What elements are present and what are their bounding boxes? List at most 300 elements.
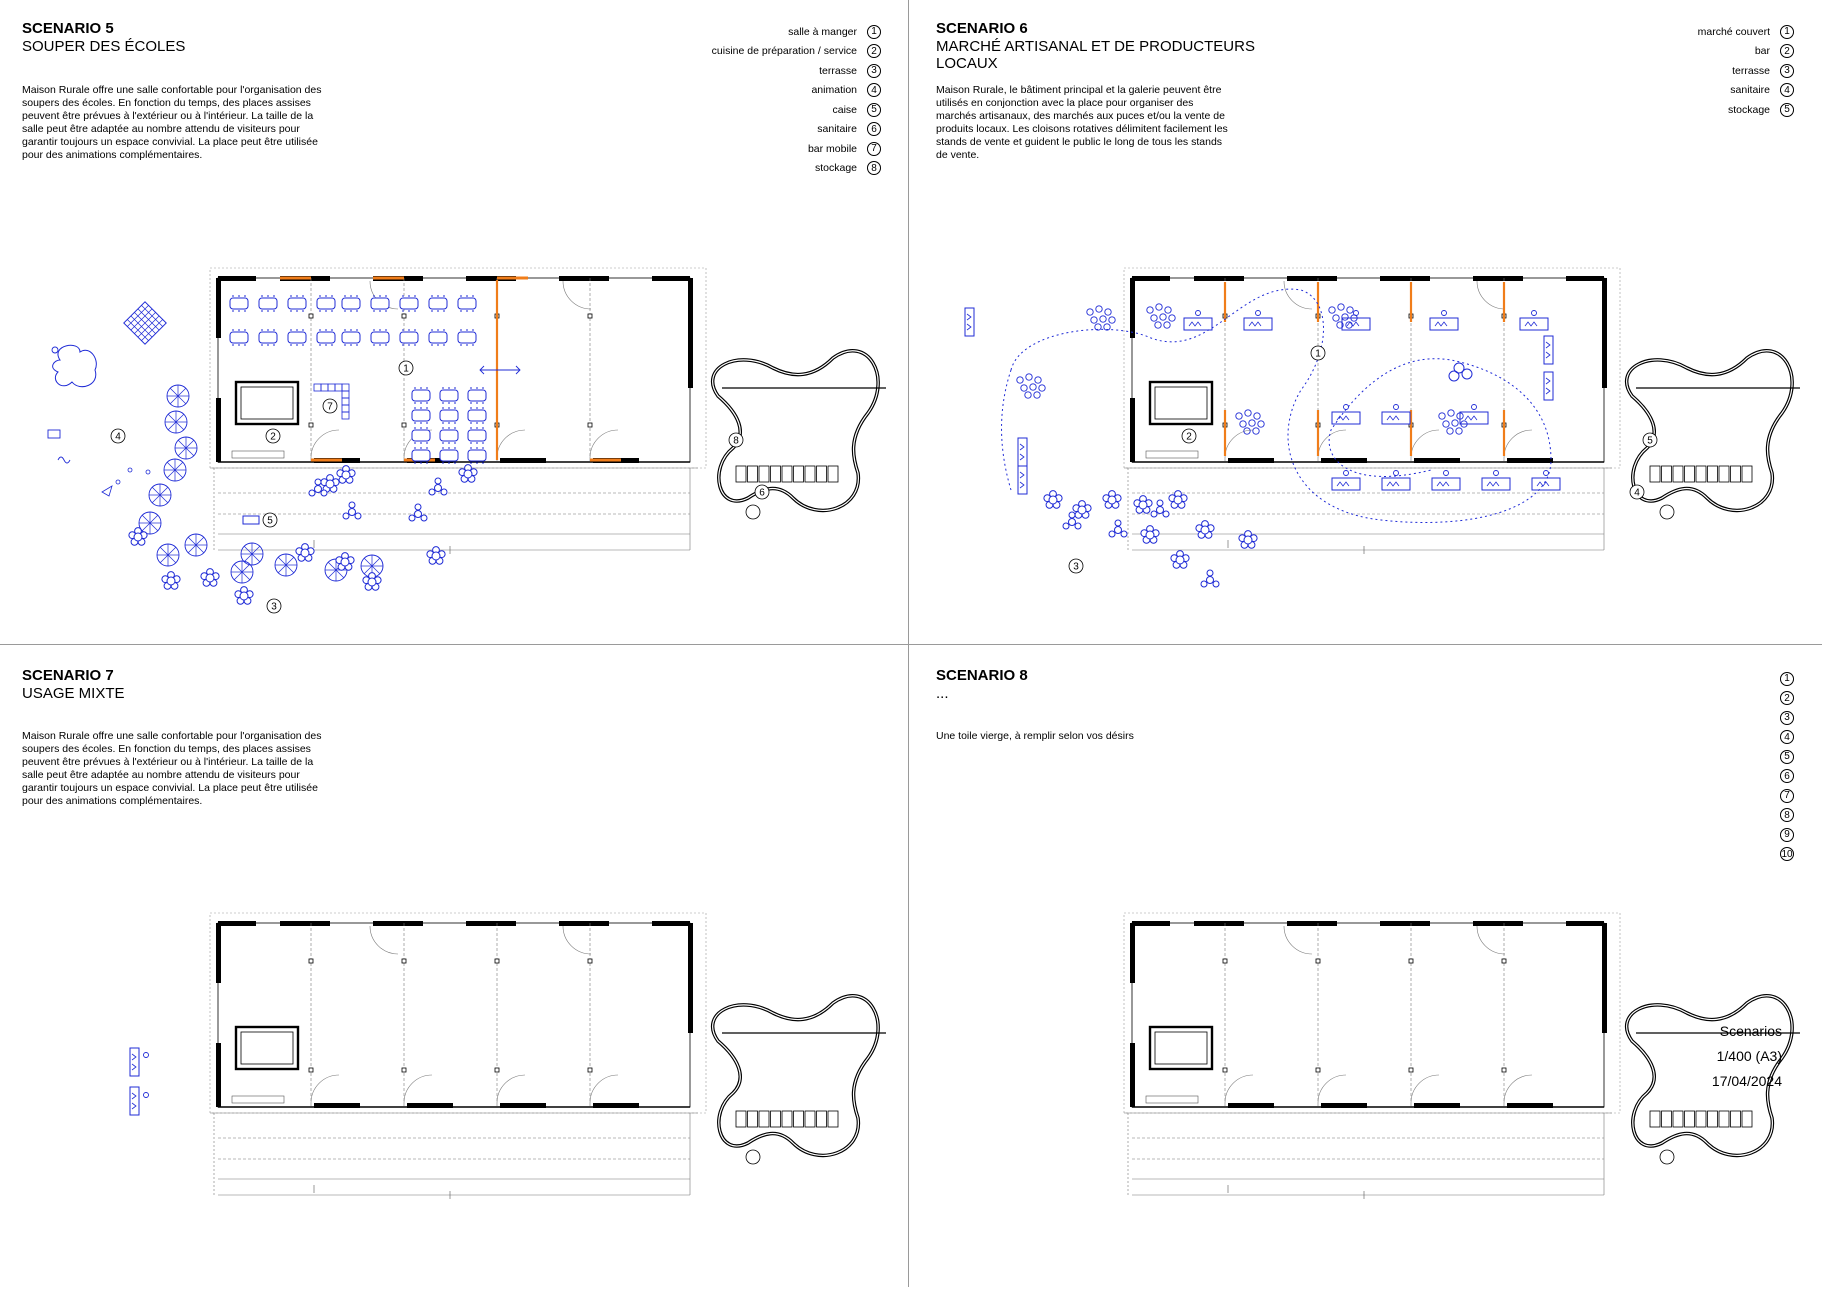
dining-table: [458, 330, 476, 345]
stand-table: [1018, 466, 1027, 494]
parasol-rib: [167, 470, 175, 478]
dining-table: [400, 296, 418, 311]
wall-segment: [1602, 278, 1607, 388]
column: [1223, 1068, 1227, 1072]
wall-segment: [1130, 923, 1135, 983]
storage-cell: [828, 1111, 838, 1127]
storage-cell: [1719, 1111, 1729, 1127]
outdoor-table: [162, 572, 180, 590]
parasol-rib: [178, 440, 186, 448]
annex-outline: [713, 996, 878, 1156]
standing-table: [1087, 309, 1093, 315]
standing-table: [1245, 410, 1251, 416]
play-element: [146, 470, 150, 474]
chair: [1121, 531, 1127, 537]
marker-storage: [729, 433, 743, 447]
bar-module: [321, 384, 328, 391]
door-swing: [1225, 1075, 1253, 1103]
legend-number: 4: [867, 83, 881, 97]
standing-table: [1347, 307, 1353, 313]
parasol: [165, 411, 187, 433]
decor: [1449, 371, 1459, 381]
storage-cell: [782, 1111, 792, 1127]
dining-table: [259, 296, 277, 311]
bar-module: [335, 384, 342, 391]
parasol-rib: [278, 557, 286, 565]
table-top: [400, 332, 418, 343]
standing-table: [1456, 428, 1462, 434]
marker-terrace: [267, 599, 281, 613]
table-top: [440, 450, 458, 461]
table-top: [288, 298, 306, 309]
stand-table: [1430, 318, 1458, 330]
dining-table: [317, 330, 335, 345]
legend-label: animation: [811, 84, 857, 97]
bar-module: [342, 398, 349, 405]
stand-table: [1184, 318, 1212, 330]
column: [309, 423, 313, 427]
scenario-subtitle: USAGE MIXTE: [22, 685, 125, 702]
storage-cell: [759, 1111, 769, 1127]
dining-table: [288, 296, 306, 311]
table-top: [1139, 501, 1147, 509]
legend-number: 7: [1780, 789, 1794, 803]
marker-label: 4: [1634, 487, 1640, 499]
standing-table: [1258, 421, 1264, 427]
legend-number: 1: [1780, 25, 1794, 39]
play-element: [52, 347, 58, 353]
standing-table: [1091, 317, 1097, 323]
market-stand: [1184, 311, 1212, 331]
storage-cell: [736, 466, 746, 482]
market-stand: [965, 308, 974, 336]
parasol-rib: [242, 572, 250, 580]
storage-cell: [771, 1111, 781, 1127]
legend-number: 1: [1780, 672, 1794, 686]
parasol-rib: [328, 562, 336, 570]
marker-market: [1311, 346, 1325, 360]
annex-fixture: [1660, 1150, 1674, 1164]
column: [588, 959, 592, 963]
market-stand: [1244, 311, 1272, 331]
legend-number: 4: [1780, 730, 1794, 744]
table-top: [317, 332, 335, 343]
building-outline-line: [1132, 278, 1604, 462]
dining-table: [288, 330, 306, 345]
table-top: [315, 486, 322, 493]
stand-table: [130, 1087, 139, 1115]
wall-segment: [216, 278, 221, 338]
chair: [441, 489, 447, 495]
column: [495, 959, 499, 963]
dining-table: [371, 330, 389, 345]
marker-kitchen: [266, 429, 280, 443]
scenario-description: Maison Rurale offre une salle confortable pour l'organisation des soupers des écoles. En fonction du temps, des places assises peuvent être prévues à l'extérieur ou à l'intérieur. La taille de la salle peut être adaptée au nombre attendu de visiteurs pour garantir toujours un espace convivial. La place peut être utilisée pour des animations complémentaires.: [22, 730, 322, 807]
scenario-subtitle: ...: [936, 685, 949, 702]
scenario-5-panel: [0, 0, 911, 644]
wall-segment: [216, 398, 221, 462]
dining-table: [342, 296, 360, 311]
marker-label: 1: [1315, 348, 1321, 360]
standing-table: [1147, 307, 1153, 313]
standing-table: [1333, 315, 1339, 321]
table-top: [1174, 496, 1182, 504]
table-top: [326, 480, 334, 488]
dining-table: [317, 296, 335, 311]
parasol-rib: [178, 388, 186, 396]
parasol-rib: [175, 462, 183, 470]
kitchen-block: [241, 387, 293, 419]
parasol-rib: [160, 555, 168, 563]
dining-table: [412, 448, 430, 463]
floor-plan: [0, 645, 911, 1287]
standing-table: [1017, 377, 1023, 383]
marker-bar: [323, 399, 337, 413]
table-top: [317, 298, 335, 309]
column: [309, 1068, 313, 1072]
wall-segment: [559, 921, 609, 926]
building-outline: [210, 268, 886, 554]
column: [495, 1068, 499, 1072]
storage-cell: [1731, 1111, 1741, 1127]
wall-segment: [688, 278, 693, 388]
scenario-subtitle: SOUPER DES ÉCOLES: [22, 38, 186, 55]
parasol-rib: [196, 537, 204, 545]
parasol-rib: [372, 558, 380, 566]
parasol: [185, 534, 207, 556]
column: [309, 959, 313, 963]
table-top: [412, 390, 430, 401]
play-element: [48, 430, 60, 438]
table-top: [1115, 527, 1122, 534]
standing-table: [1338, 304, 1344, 310]
legend-label: marché couvert: [1697, 25, 1770, 38]
table-top: [342, 471, 350, 479]
standing-table: [1240, 421, 1246, 427]
stand-table: [1018, 438, 1027, 466]
legend-label: terrasse: [1732, 64, 1770, 77]
stand-table: [1332, 478, 1360, 490]
wall-segment: [1194, 921, 1244, 926]
parasol-rib: [167, 462, 175, 470]
standing-table: [1030, 384, 1036, 390]
table-top: [415, 511, 422, 518]
standing-table: [1100, 316, 1106, 322]
parasol-rib: [152, 487, 160, 495]
chair: [421, 515, 427, 521]
parasol-rib: [170, 388, 178, 396]
market-stand: [1382, 471, 1410, 491]
stand-table: [1432, 478, 1460, 490]
parasol-rib: [178, 448, 186, 456]
legend-number: 2: [867, 44, 881, 58]
door-swing: [1284, 281, 1312, 309]
wall-segment: [373, 921, 423, 926]
standing-tables: [1087, 306, 1115, 330]
table-top: [435, 485, 442, 492]
standing-table: [1105, 309, 1111, 315]
play-element: [116, 480, 120, 484]
parasol: [241, 543, 263, 565]
parasol-rib: [234, 564, 242, 572]
table-top: [1244, 536, 1252, 544]
standing-table: [1452, 420, 1458, 426]
legend-number: 6: [1780, 769, 1794, 783]
stand-person: [1394, 471, 1399, 476]
storage-cell: [1650, 466, 1660, 482]
bar-module: [342, 391, 349, 398]
chair: [415, 504, 421, 510]
column: [1316, 1068, 1320, 1072]
table-top: [468, 430, 486, 441]
parasol: [175, 437, 197, 459]
stand-person: [1344, 471, 1349, 476]
outdoor-table: [201, 569, 219, 587]
standing-table: [1236, 413, 1242, 419]
table-top: [400, 298, 418, 309]
parasol-rib: [175, 470, 183, 478]
table-top: [342, 298, 360, 309]
storage-cell: [1708, 466, 1718, 482]
storage-cell: [828, 466, 838, 482]
stand-table: [1520, 318, 1548, 330]
dining-table: [468, 448, 486, 463]
dining-table: [412, 388, 430, 403]
storage-cell: [748, 466, 758, 482]
outdoor-table: [1134, 496, 1152, 514]
scenario-8-panel: [911, 645, 1822, 1289]
parasol: [164, 459, 186, 481]
stand-person: [144, 1093, 149, 1098]
dining-table: [371, 296, 389, 311]
door-swing: [563, 926, 591, 954]
storage-cell: [782, 466, 792, 482]
table-top: [230, 332, 248, 343]
stand-table: [1382, 412, 1410, 424]
parasol-rib: [160, 495, 168, 503]
table-top: [206, 574, 214, 582]
table-top: [440, 430, 458, 441]
standing-tables: [1236, 410, 1264, 434]
door-swing: [1284, 926, 1312, 954]
table-top: [1108, 496, 1116, 504]
legend-number: 4: [1780, 83, 1794, 97]
wall-segment: [652, 921, 690, 926]
door-swing: [497, 1075, 525, 1103]
scenario-description: Maison Rurale offre une salle confortable pour l'organisation des soupers des écoles. En fonction du temps, des places assises peuvent être prévues à l'extérieur ou à l'intérieur. La taille de la salle peut être adaptée au nombre attendu de visiteurs pour garantir toujours un espace convivial. La place peut être utilisée pour des animations complémentaires.: [22, 84, 322, 161]
wall-segment: [280, 921, 330, 926]
outdoor-table: [1109, 520, 1127, 537]
annex-fixture: [746, 505, 760, 519]
stand-table: [1544, 372, 1553, 400]
chair: [429, 489, 435, 495]
table-top: [259, 298, 277, 309]
floor-plan: [0, 0, 911, 644]
legend-number: 2: [1780, 691, 1794, 705]
outdoor-table: [1171, 551, 1189, 569]
parasol-rib: [176, 414, 184, 422]
chair: [435, 478, 441, 484]
wall-segment: [1194, 276, 1244, 281]
legend-label: terrasse: [819, 64, 857, 77]
bar-module: [342, 412, 349, 419]
table-top: [288, 332, 306, 343]
standing-table: [1025, 392, 1031, 398]
scenario-title: SCENARIO 8: [936, 667, 1028, 684]
outdoor-table: [129, 528, 147, 546]
legend-number: 2: [1780, 44, 1794, 58]
legend-number: 8: [867, 161, 881, 175]
building-outline-line: [1132, 923, 1604, 1107]
standing-table: [1151, 315, 1157, 321]
legend-number: 3: [1780, 711, 1794, 725]
table-top: [468, 450, 486, 461]
parasol-rib: [364, 558, 372, 566]
table-top: [371, 298, 389, 309]
door-swing: [1318, 1075, 1346, 1103]
chair: [349, 502, 355, 508]
stand-table: [1544, 336, 1553, 364]
table-top: [342, 332, 360, 343]
market-stand: [1532, 471, 1560, 491]
outdoor-table: [1044, 491, 1062, 509]
door-swing: [1504, 430, 1532, 458]
marker-animation: [111, 429, 125, 443]
kitchen-block: [1155, 1032, 1207, 1064]
market-stand: [1382, 405, 1410, 425]
outdoor-table: [429, 478, 447, 495]
dining-table: [400, 330, 418, 345]
table-top: [349, 509, 356, 516]
standing-tables: [1017, 374, 1045, 398]
stand-table: [1244, 318, 1272, 330]
table-top: [1207, 577, 1214, 584]
parasol-rib: [150, 515, 158, 523]
wall-segment: [559, 276, 609, 281]
parasol-rib: [168, 422, 176, 430]
table-top: [167, 577, 175, 585]
door-swing: [563, 281, 591, 309]
table-top: [468, 390, 486, 401]
legend-label: cuisine de préparation / service: [711, 45, 857, 58]
outdoor-table: [409, 504, 427, 521]
legend-label: salle à manger: [788, 25, 857, 38]
table-top: [468, 410, 486, 421]
parasol-rib: [142, 515, 150, 523]
dining-table: [468, 388, 486, 403]
storage-cell: [771, 466, 781, 482]
stand-table: [1460, 412, 1488, 424]
table-top: [371, 332, 389, 343]
legend-number: 5: [1780, 103, 1794, 117]
table-top: [301, 549, 309, 557]
stand-person: [1444, 471, 1449, 476]
parasol-rib: [168, 555, 176, 563]
annex-fixture: [1660, 505, 1674, 519]
door-swing: [1477, 926, 1505, 954]
kitchen-block: [236, 1027, 298, 1069]
door-swing: [311, 430, 339, 458]
kitchen-block: [1150, 1027, 1212, 1069]
parasol-rib: [244, 554, 252, 562]
outdoor-table: [427, 547, 445, 565]
marker-label: 5: [267, 515, 273, 527]
legend-label: stockage: [814, 162, 857, 175]
market-stand: [1432, 471, 1460, 491]
storage-cell: [1685, 1111, 1695, 1127]
wall-segment: [1566, 921, 1604, 926]
chair: [343, 513, 349, 519]
parasol-rib: [150, 523, 158, 531]
table-top: [412, 430, 430, 441]
wall-segment: [1380, 921, 1430, 926]
parasol-rib: [286, 557, 294, 565]
legend-number: 10: [1781, 848, 1793, 860]
table-top: [1146, 531, 1154, 539]
storage-cell: [1742, 466, 1752, 482]
stand-person: [1494, 471, 1499, 476]
standing-table: [1169, 315, 1175, 321]
parasol-rib: [186, 440, 194, 448]
legend-number: 3: [867, 64, 881, 78]
table-top: [1157, 507, 1164, 514]
parasol-rib: [286, 565, 294, 573]
parasol-rib: [142, 523, 150, 531]
stand-table: [965, 308, 974, 336]
storage-cell: [1742, 1111, 1752, 1127]
market-stand: [1520, 311, 1548, 331]
storage-cell: [1673, 1111, 1683, 1127]
marker-label: 1: [403, 363, 409, 375]
storage-cell: [748, 1111, 758, 1127]
play-area: [53, 345, 97, 386]
counter: [1146, 1096, 1198, 1103]
floor-plan: [911, 0, 1822, 644]
standing-table: [1447, 428, 1453, 434]
marker-storage: [1643, 433, 1657, 447]
table-top: [440, 390, 458, 401]
play-element: [102, 486, 112, 496]
table-top: [429, 298, 447, 309]
outdoor-table: [1073, 501, 1091, 519]
parasol-rib: [188, 545, 196, 553]
wall-segment: [1130, 1043, 1135, 1107]
stand-person: [1196, 311, 1201, 316]
legend-number: 7: [867, 142, 881, 156]
table-top: [458, 298, 476, 309]
legend-number: 1: [867, 25, 881, 39]
standing-table: [1253, 428, 1259, 434]
door-swing: [590, 430, 618, 458]
wall-segment: [1132, 921, 1170, 926]
market-stand: [1332, 471, 1360, 491]
market-stand: [130, 1048, 139, 1076]
standing-table: [1439, 413, 1445, 419]
column: [402, 423, 406, 427]
scenario-subtitle: MARCHÉ ARTISANAL ET DE PRODUCTEURS LOCAUX: [936, 38, 1255, 72]
table-top: [1049, 496, 1057, 504]
standing-table: [1156, 304, 1162, 310]
storage-cell: [1685, 466, 1695, 482]
table-top: [134, 533, 142, 541]
column: [588, 314, 592, 318]
kitchen-block: [236, 382, 298, 424]
visitor-flow: [1011, 289, 1551, 522]
stand-person: [1394, 405, 1399, 410]
building-outline: [1124, 913, 1800, 1199]
dining-table: [468, 428, 486, 443]
parasol-rib: [186, 448, 194, 456]
